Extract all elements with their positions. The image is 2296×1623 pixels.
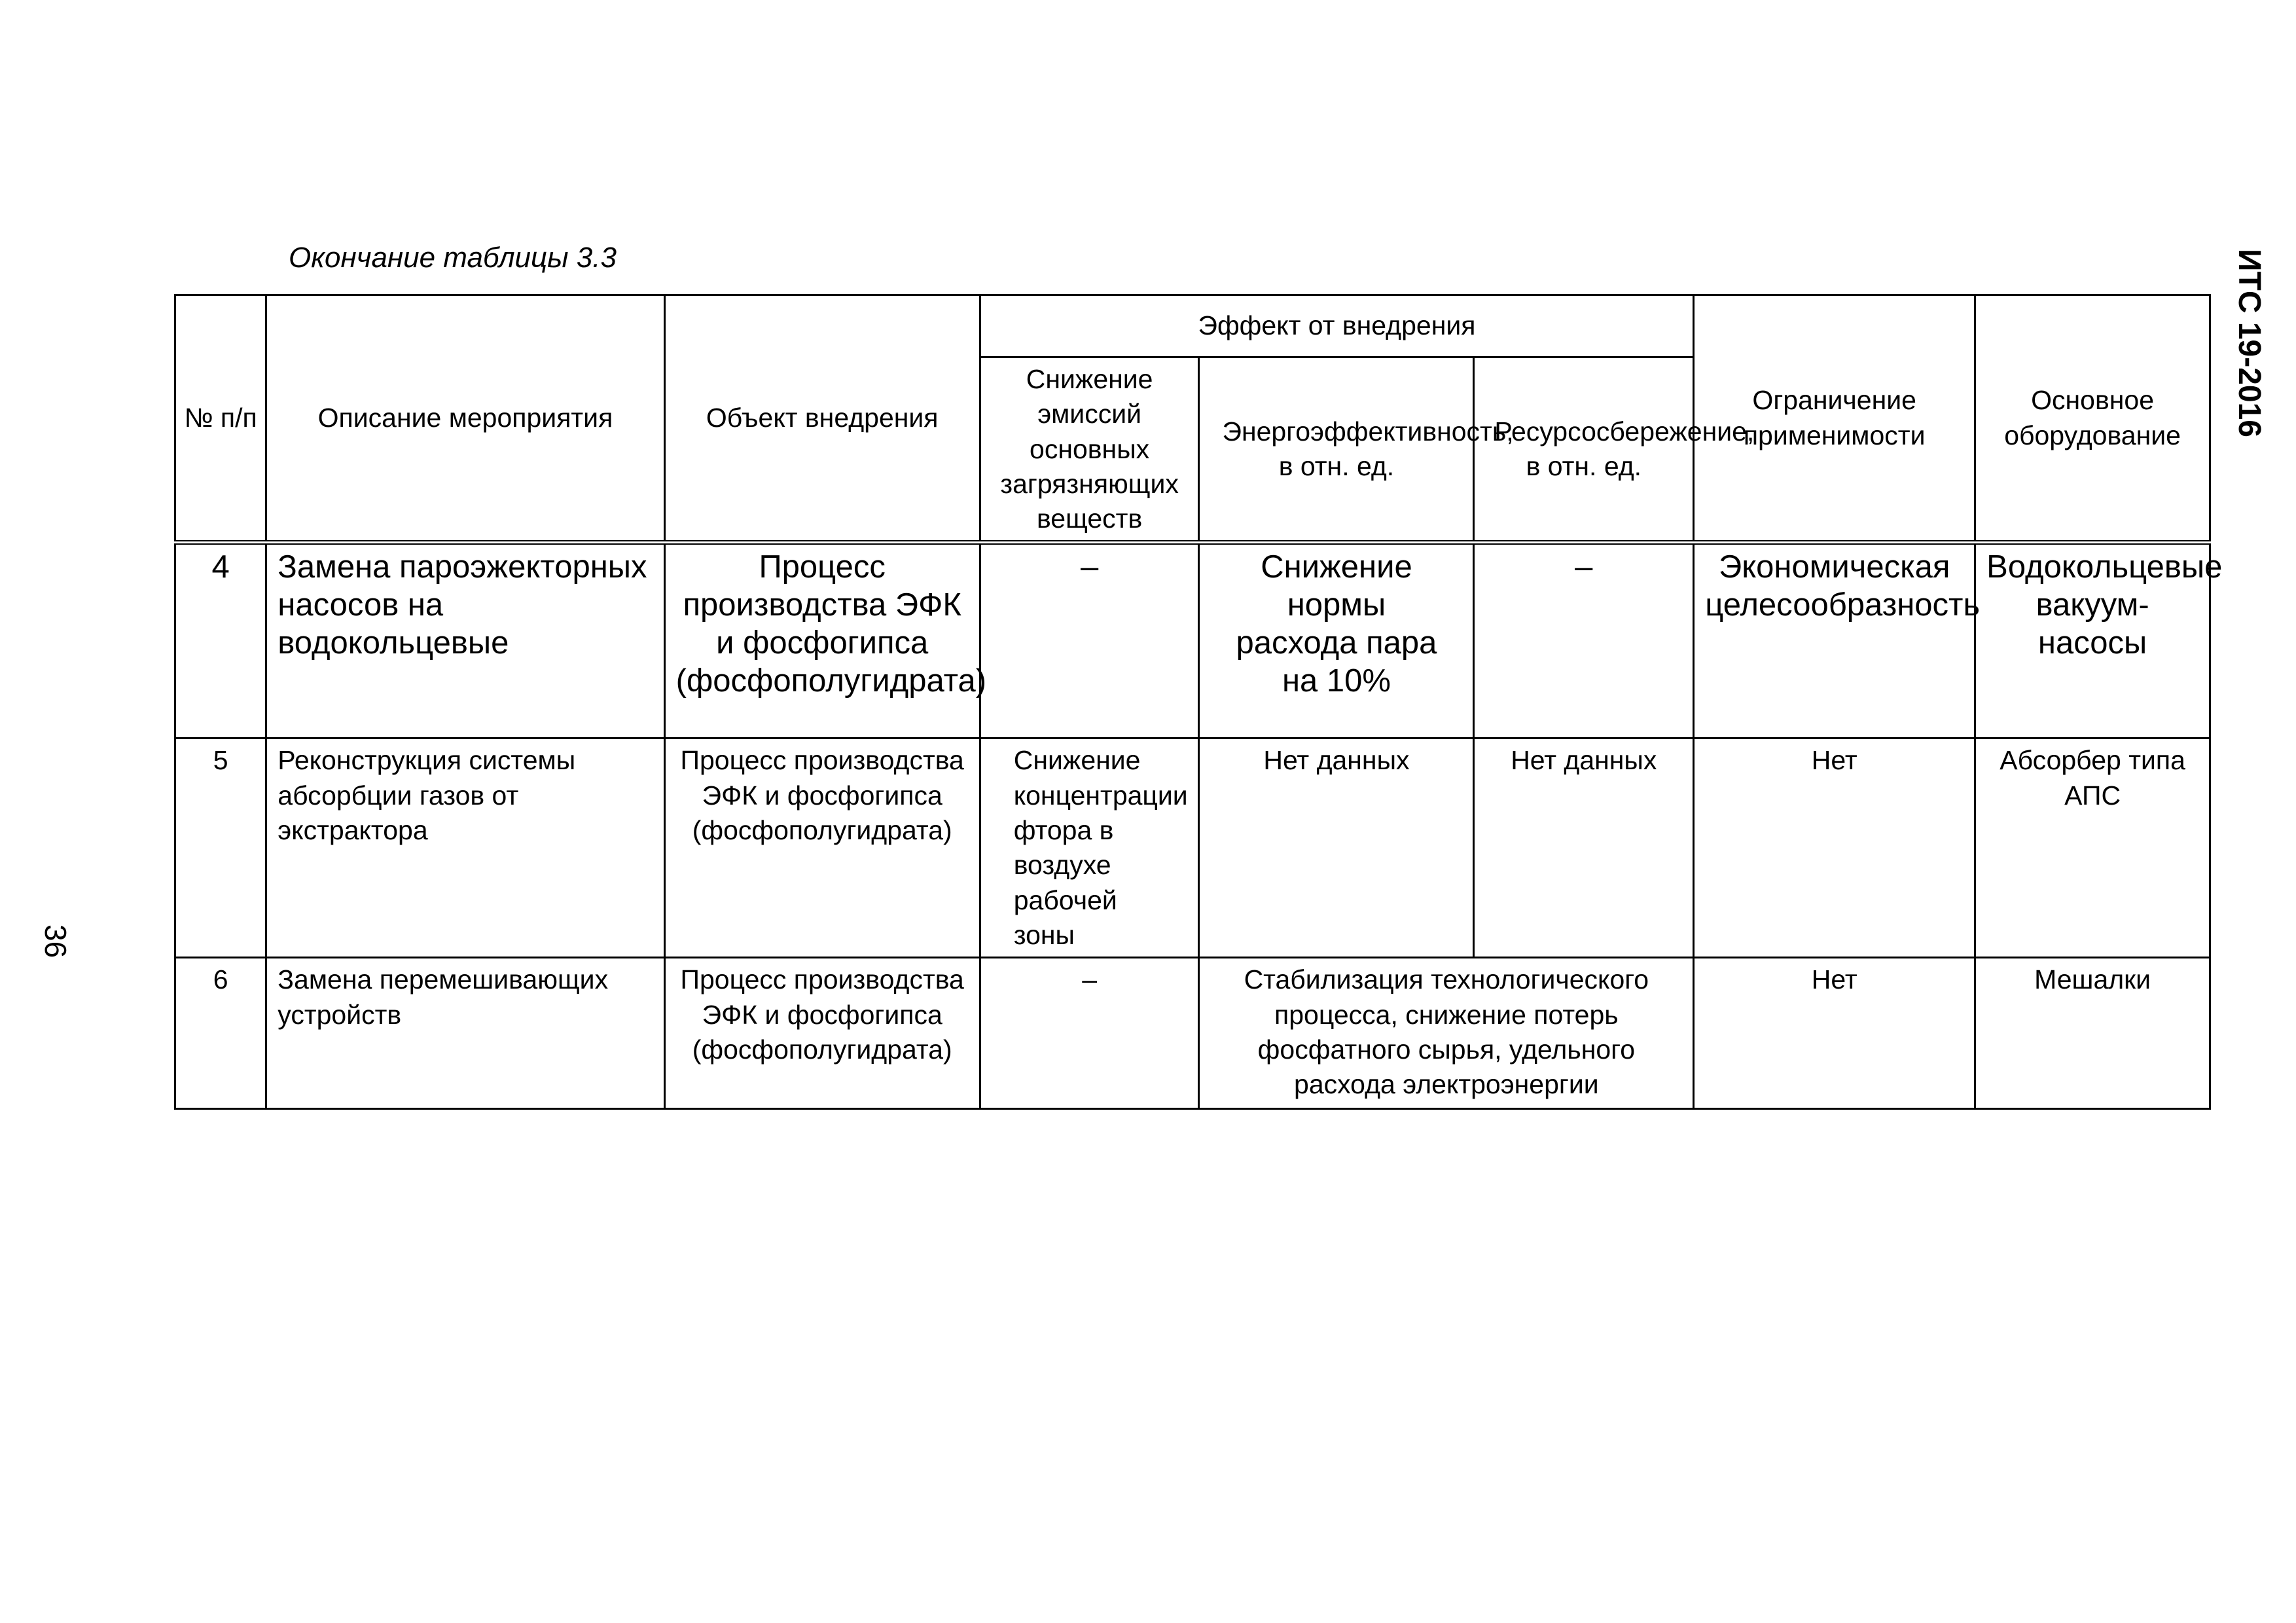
header-resource: Ресурсосбережение, в отн. ед. bbox=[1474, 357, 1694, 543]
cell-limitation: Нет bbox=[1694, 958, 1975, 1109]
cell-emissions: – bbox=[980, 543, 1199, 739]
cell-description: Замена перемешивающих устройств bbox=[266, 958, 664, 1109]
cell-equipment: Абсорбер типа АПС bbox=[1975, 739, 2210, 958]
cell-num: 5 bbox=[175, 739, 266, 958]
cell-object: Процесс производства ЭФК и фосфогипса (фосфополугидрата) bbox=[664, 739, 980, 958]
header-num: № п/п bbox=[175, 295, 266, 543]
header-description: Описание мероприятия bbox=[266, 295, 664, 543]
cell-energy: Снижение нормы расхода пара на 10% bbox=[1199, 543, 1474, 739]
cell-equipment: Водокольцевые вакуум-насосы bbox=[1975, 543, 2210, 739]
header-limitation: Ограничение применимости bbox=[1694, 295, 1975, 543]
cell-object: Процесс производства ЭФК и фосфогипса (фосфополугидрата) bbox=[664, 543, 980, 739]
cell-description: Реконструкция системы абсорбции газов от экстрактора bbox=[266, 739, 664, 958]
cell-resource: Нет данных bbox=[1474, 739, 1694, 958]
header-row-1 bbox=[175, 295, 2210, 357]
header-emissions: Снижение эмиссий основных загрязняющих веществ bbox=[980, 357, 1199, 543]
cell-limitation: Нет bbox=[1694, 739, 1975, 958]
table-row bbox=[175, 739, 2210, 958]
cell-emissions: – bbox=[980, 958, 1199, 1109]
cell-limitation: Экономическая целесообразность bbox=[1694, 543, 1975, 739]
page-number: 36 bbox=[39, 924, 73, 958]
cell-energy: Нет данных bbox=[1199, 739, 1474, 958]
cell-emissions: Снижение концентрации фтора в воздухе рабочей зоны bbox=[980, 739, 1199, 958]
measures-table bbox=[174, 294, 2223, 1110]
header-object: Объект внедрения bbox=[664, 295, 980, 543]
cell-num: 4 bbox=[175, 543, 266, 739]
table-row bbox=[175, 543, 2210, 739]
cell-resource: – bbox=[1474, 543, 1694, 739]
cell-object: Процесс производства ЭФК и фосфогипса (фосфополугидрата) bbox=[664, 958, 980, 1109]
table-caption: Окончание таблицы 3.3 bbox=[289, 242, 617, 274]
cell-equipment: Мешалки bbox=[1975, 958, 2210, 1109]
header-energy: Энергоэффективность, в отн. ед. bbox=[1199, 357, 1474, 543]
cell-description: Замена пароэжекторных насосов на водокольцевые bbox=[266, 543, 664, 739]
header-equipment: Основное оборудование bbox=[1975, 295, 2210, 543]
cell-energy-resource: Стабилизация технологического процесса, снижение потерь фосфатного сырья, удельного расхода электроэнергии bbox=[1199, 958, 1694, 1109]
header-effect: Эффект от внедрения bbox=[980, 295, 1693, 357]
table-row bbox=[175, 958, 2210, 1109]
document-code: ИТС 19-2016 bbox=[2232, 249, 2267, 437]
cell-num: 6 bbox=[175, 958, 266, 1109]
